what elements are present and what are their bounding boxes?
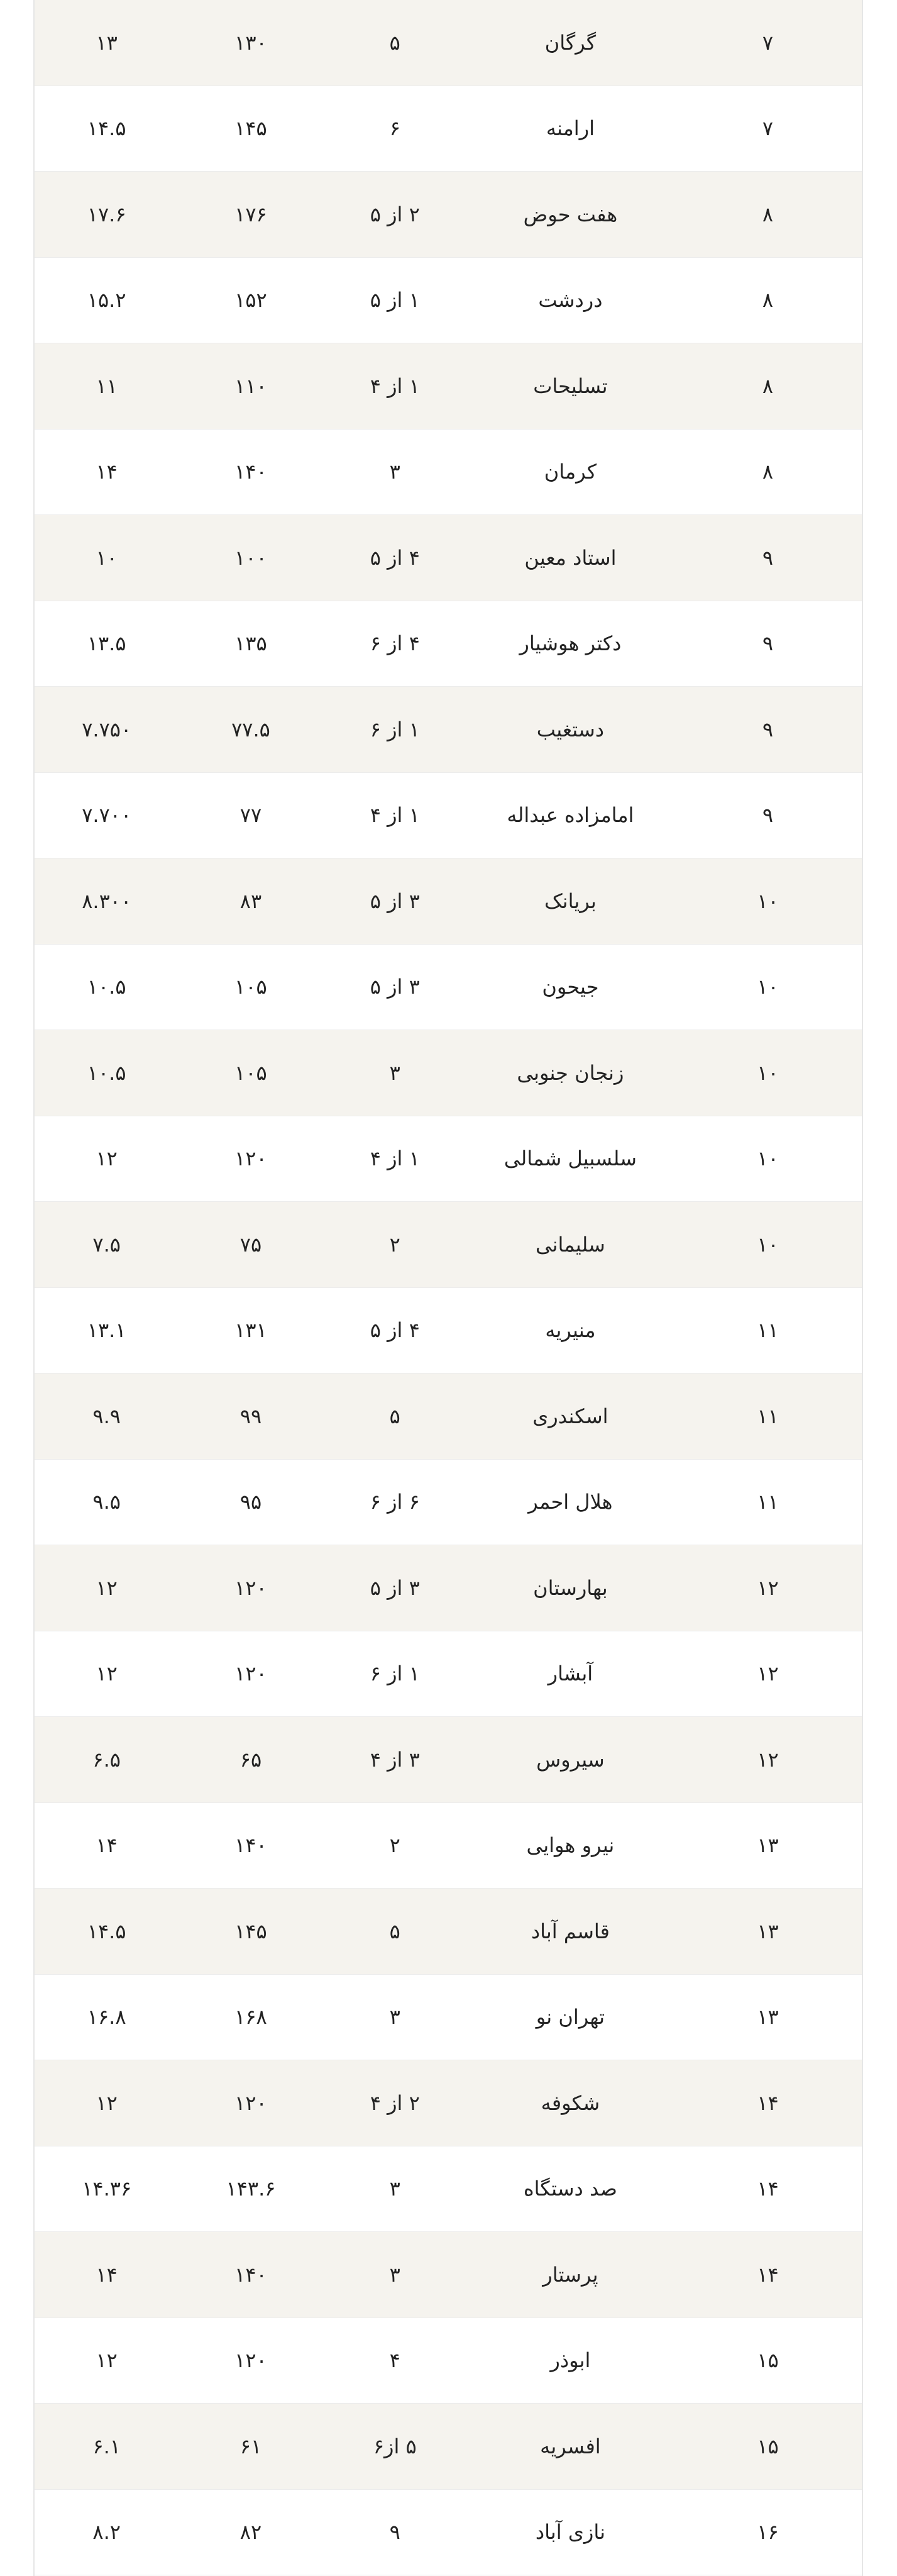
- count-cell: ۱ از ۵: [370, 288, 420, 313]
- neighborhood-name-cell: ابوذر: [550, 2348, 591, 2373]
- count-cell: ۱ از ۶: [370, 1662, 420, 1686]
- rank-cell: ۸: [762, 460, 774, 484]
- table-row: [35, 1889, 862, 1975]
- value-cell: ۱۴۰: [234, 2262, 267, 2287]
- table-row: [35, 1717, 862, 1803]
- table-row: [35, 1288, 862, 1374]
- total-cell: ۱۳: [96, 30, 118, 55]
- total-cell: ۱۳.۵: [87, 631, 126, 656]
- total-cell: ۱۵.۲: [87, 288, 126, 313]
- rank-cell: ۱۴: [757, 2262, 779, 2287]
- rank-cell: ۱۱: [757, 1490, 779, 1514]
- value-cell: ۱۴۳.۶: [226, 2177, 276, 2201]
- rank-cell: ۱۶: [757, 2520, 779, 2545]
- neighborhood-name-cell: امامزاده عبداله: [507, 803, 634, 828]
- table-row: [35, 1374, 862, 1460]
- rank-cell: ۱۰: [757, 1146, 779, 1171]
- count-cell: ۱ از ۴: [370, 374, 420, 398]
- value-cell: ۶۵: [239, 1747, 262, 1772]
- value-cell: ۱۴۰: [234, 460, 267, 484]
- neighborhood-name-cell: هلال احمر: [528, 1490, 613, 1514]
- count-cell: ۵: [389, 1919, 400, 1943]
- value-cell: ۹۹: [239, 1404, 262, 1428]
- rank-cell: ۱۳: [757, 1919, 779, 1943]
- count-cell: ۴ از ۵: [370, 1318, 420, 1343]
- value-cell: ۱۴۵: [234, 116, 267, 141]
- count-cell: ۲: [389, 1833, 400, 1858]
- value-cell: ۹۵: [239, 1490, 262, 1514]
- value-cell: ۱۲۰: [234, 1662, 267, 1686]
- rank-cell: ۷: [762, 30, 774, 55]
- value-cell: ۶۱: [239, 2434, 262, 2458]
- value-cell: ۱۲۰: [234, 2348, 267, 2373]
- count-cell: ۴: [389, 2348, 400, 2373]
- neighborhood-name-cell: هفت حوض: [523, 202, 618, 226]
- count-cell: ۱ از ۶: [370, 717, 420, 741]
- rank-cell: ۱۴: [757, 2177, 779, 2201]
- table-row: [35, 1975, 862, 2061]
- count-cell: ۴ از ۶: [370, 631, 420, 656]
- neighborhood-name-cell: پرستار: [542, 2262, 598, 2287]
- rank-cell: ۱۲: [757, 1662, 779, 1686]
- total-cell: ۱۲: [96, 1146, 118, 1171]
- neighborhood-name-cell: شکوفه: [541, 2090, 600, 2115]
- value-cell: ۱۷۶: [234, 202, 267, 226]
- count-cell: ۳: [389, 2005, 400, 2029]
- count-cell: ۹: [389, 2520, 400, 2545]
- rank-cell: ۱۰: [757, 889, 779, 913]
- table-row: [35, 773, 862, 859]
- count-cell: ۳ از ۵: [370, 1575, 420, 1600]
- table-row: [35, 1116, 862, 1202]
- table-row: [35, 2404, 862, 2490]
- rank-cell: ۱۲: [757, 1747, 779, 1772]
- table-row: [35, 2318, 862, 2404]
- total-cell: ۱۲: [96, 2090, 118, 2115]
- table-row: [35, 858, 862, 945]
- table-row: [35, 945, 862, 1031]
- table-row: [35, 1202, 862, 1288]
- count-cell: ۵: [389, 1404, 400, 1428]
- value-cell: ۱۰۰: [234, 545, 267, 570]
- table-row: [35, 2490, 862, 2576]
- neighborhood-name-cell: دستغیب: [536, 717, 605, 741]
- total-cell: ۱۴.۳۶: [82, 2177, 132, 2201]
- rank-cell: ۹: [762, 717, 774, 741]
- table-row: [35, 1545, 862, 1631]
- neighborhood-name-cell: نیرو هوایی: [526, 1833, 615, 1858]
- rank-cell: ۷: [762, 116, 774, 141]
- rank-cell: ۱۱: [757, 1318, 779, 1343]
- table-row: [35, 1030, 862, 1116]
- total-cell: ۱۰: [96, 545, 118, 570]
- price-table: [33, 0, 863, 2576]
- neighborhood-name-cell: گرگان: [544, 30, 597, 55]
- table-row: [35, 86, 862, 172]
- neighborhood-name-cell: نازی آباد: [535, 2520, 605, 2545]
- table-row: [35, 343, 862, 430]
- value-cell: ۱۲۰: [234, 1575, 267, 1600]
- total-cell: ۹.۵: [92, 1490, 121, 1514]
- neighborhood-name-cell: ارامنه: [546, 116, 595, 141]
- total-cell: ۸.۳۰۰: [82, 889, 132, 913]
- count-cell: ۳ از ۵: [370, 889, 420, 913]
- total-cell: ۱۴: [96, 460, 118, 484]
- rank-cell: ۱۰: [757, 1232, 779, 1257]
- neighborhood-name-cell: دردشت: [538, 288, 603, 313]
- count-cell: ۱ از ۴: [370, 1146, 420, 1171]
- value-cell: ۱۵۲: [234, 288, 267, 313]
- neighborhood-name-cell: تهران نو: [536, 2005, 605, 2029]
- rank-cell: ۸: [762, 374, 774, 398]
- neighborhood-name-cell: تسلیحات: [533, 374, 608, 398]
- total-cell: ۱۴.۵: [87, 1919, 126, 1943]
- neighborhood-name-cell: کرمان: [544, 460, 597, 484]
- table-row: [35, 515, 862, 601]
- neighborhood-name-cell: سلیمانی: [535, 1232, 605, 1257]
- table-row: [35, 601, 862, 687]
- total-cell: ۱۰.۵: [87, 975, 126, 999]
- value-cell: ۷۵: [239, 1232, 262, 1257]
- neighborhood-name-cell: منیریه: [545, 1318, 596, 1343]
- count-cell: ۳: [389, 460, 400, 484]
- rank-cell: ۹: [762, 803, 774, 828]
- count-cell: ۳: [389, 2177, 400, 2201]
- total-cell: ۷.۵: [92, 1232, 121, 1257]
- rank-cell: ۸: [762, 202, 774, 226]
- count-cell: ۳: [389, 1060, 400, 1085]
- table-row: [35, 430, 862, 516]
- rank-cell: ۱۵: [757, 2434, 779, 2458]
- count-cell: ۱ از ۴: [370, 803, 420, 828]
- rank-cell: ۱۴: [757, 2090, 779, 2115]
- count-cell: ۴ از ۵: [370, 545, 420, 570]
- table-row: [35, 0, 862, 86]
- rank-cell: ۸: [762, 288, 774, 313]
- count-cell: ۶ از ۶: [370, 1490, 420, 1514]
- total-cell: ۱۴: [96, 2262, 118, 2287]
- total-cell: ۶.۱: [92, 2434, 121, 2458]
- table-row: [35, 2146, 862, 2233]
- value-cell: ۱۳۵: [234, 631, 267, 656]
- value-cell: ۱۱۰: [234, 374, 267, 398]
- value-cell: ۸۲: [239, 2520, 262, 2545]
- count-cell: ۶: [389, 116, 400, 141]
- neighborhood-name-cell: زنجان جنوبی: [517, 1060, 624, 1085]
- neighborhood-name-cell: استاد معین: [524, 545, 617, 570]
- rank-cell: ۱۳: [757, 2005, 779, 2029]
- count-cell: ۳: [389, 2262, 400, 2287]
- value-cell: ۷۷: [239, 803, 262, 828]
- table-row: [35, 1631, 862, 1718]
- total-cell: ۶.۵: [92, 1747, 121, 1772]
- total-cell: ۱۷.۶: [87, 202, 126, 226]
- table-row: [35, 172, 862, 258]
- neighborhood-name-cell: سلسبیل شمالی: [504, 1146, 637, 1171]
- neighborhood-name-cell: افسریه: [540, 2434, 601, 2458]
- table-row: [35, 687, 862, 773]
- table-row: [35, 1803, 862, 1889]
- value-cell: ۸۳: [239, 889, 262, 913]
- count-cell: ۲ از ۵: [370, 202, 420, 226]
- total-cell: ۷.۷۵۰: [82, 717, 132, 741]
- count-cell: ۳ از ۴: [370, 1747, 420, 1772]
- total-cell: ۱۲: [96, 1575, 118, 1600]
- rank-cell: ۱۳: [757, 1833, 779, 1858]
- total-cell: ۱۲: [96, 1662, 118, 1686]
- value-cell: ۱۰۵: [234, 1060, 267, 1085]
- count-cell: ۵: [389, 30, 400, 55]
- total-cell: ۱۱: [96, 374, 118, 398]
- total-cell: ۱۴.۵: [87, 116, 126, 141]
- neighborhood-name-cell: اسکندری: [532, 1404, 608, 1428]
- neighborhood-name-cell: بهارستان: [533, 1575, 608, 1600]
- value-cell: ۱۰۵: [234, 975, 267, 999]
- count-cell: ۲: [389, 1232, 400, 1257]
- rank-cell: ۱۰: [757, 1060, 779, 1085]
- total-cell: ۱۴: [96, 1833, 118, 1858]
- value-cell: ۱۴۰: [234, 1833, 267, 1858]
- neighborhood-name-cell: جیحون: [542, 975, 599, 999]
- rank-cell: ۱۱: [757, 1404, 779, 1428]
- rank-cell: ۹: [762, 545, 774, 570]
- count-cell: ۵ از۶: [373, 2434, 417, 2458]
- total-cell: ۱۲: [96, 2348, 118, 2373]
- value-cell: ۱۳۱: [234, 1318, 267, 1343]
- neighborhood-name-cell: دکتر هوشیار: [519, 631, 622, 656]
- neighborhood-name-cell: آبشار: [548, 1662, 593, 1686]
- table-row: [35, 2232, 862, 2318]
- neighborhood-name-cell: بریانک: [544, 889, 597, 913]
- total-cell: ۷.۷۰۰: [82, 803, 132, 828]
- total-cell: ۱۶.۸: [87, 2005, 126, 2029]
- count-cell: ۳ از ۵: [370, 975, 420, 999]
- value-cell: ۱۲۰: [234, 2090, 267, 2115]
- total-cell: ۱۳.۱: [87, 1318, 126, 1343]
- value-cell: ۱۳۰: [234, 30, 267, 55]
- total-cell: ۹.۹: [92, 1404, 121, 1428]
- value-cell: ۱۴۵: [234, 1919, 267, 1943]
- table-row: [35, 2060, 862, 2146]
- neighborhood-name-cell: قاسم آباد: [531, 1919, 610, 1943]
- rank-cell: ۱۵: [757, 2348, 779, 2373]
- total-cell: ۱۰.۵: [87, 1060, 126, 1085]
- neighborhood-name-cell: سیروس: [536, 1747, 605, 1772]
- rank-cell: ۱۲: [757, 1575, 779, 1600]
- rank-cell: ۹: [762, 631, 774, 656]
- value-cell: ۱۶۸: [234, 2005, 267, 2029]
- value-cell: ۷۷.۵: [231, 717, 270, 741]
- total-cell: ۸.۲: [92, 2520, 121, 2545]
- count-cell: ۲ از ۴: [370, 2090, 420, 2115]
- neighborhood-name-cell: صد دستگاه: [523, 2177, 617, 2201]
- value-cell: ۱۲۰: [234, 1146, 267, 1171]
- rank-cell: ۱۰: [757, 975, 779, 999]
- table-row: [35, 258, 862, 344]
- table-row: [35, 1460, 862, 1546]
